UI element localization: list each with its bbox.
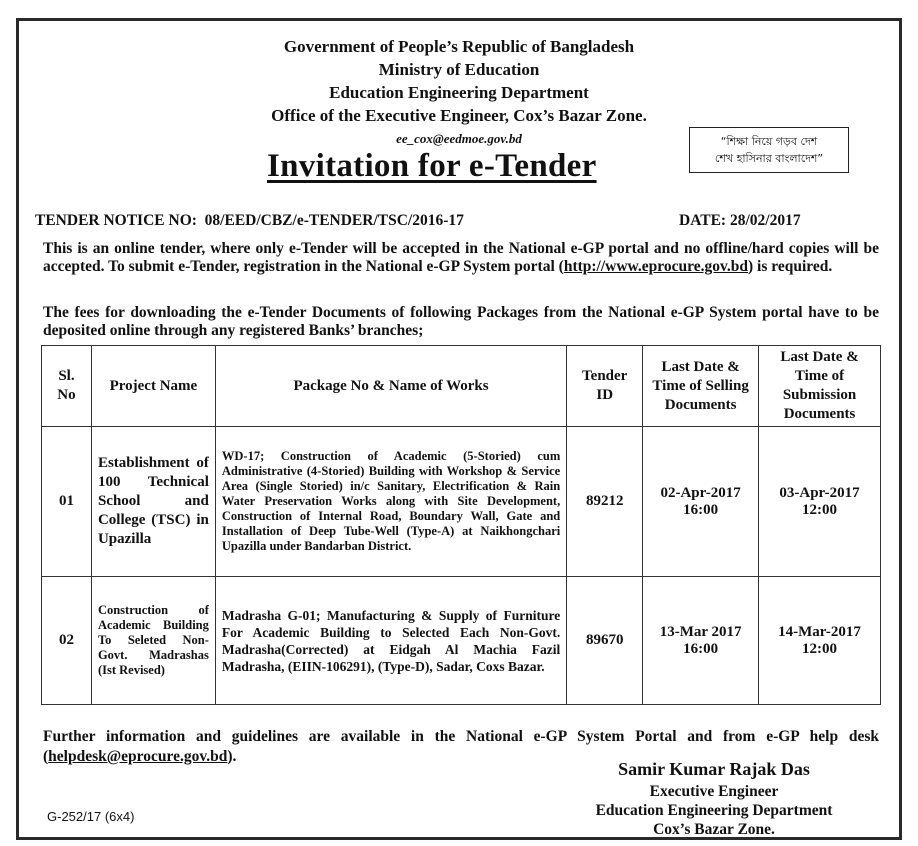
page-title: Invitation for e-Tender bbox=[267, 148, 597, 184]
row-selling bbox=[643, 577, 759, 705]
slogan-box bbox=[689, 127, 849, 173]
header-package: Package No & Name of Works bbox=[215, 346, 566, 427]
header-submission: Last Date & Time of Submission Documents bbox=[759, 346, 881, 427]
signatory-department: Education Engineering Department bbox=[595, 802, 833, 819]
row-submission bbox=[759, 577, 881, 705]
row-selling bbox=[643, 427, 759, 577]
row-works: WD-17; Construction of Academic (5-Storied) cum Administrative (4-Storied) Building with Workshop & Service Area (Single Storied) in/c Sanitary, Electrification & Rain Water Preservation Works along with Site Development, Construction of Internal Road, Boundary Wall, Gate and Installation of Deep Tube-Well (Type-A) at Naikhongchari Upazilla under Bandarban District. bbox=[215, 427, 566, 577]
header-sl: Sl. No bbox=[42, 346, 92, 427]
notice-date bbox=[679, 212, 801, 230]
header-email[interactable]: ee_cox@eedmoe.gov.bd bbox=[396, 131, 522, 146]
notice-frame bbox=[16, 18, 902, 840]
row-submission-date: 14-Mar-2017 bbox=[778, 623, 861, 640]
signatory-name: Samir Kumar Rajak Das bbox=[618, 759, 810, 779]
row-selling-date: 02-Apr-2017 bbox=[660, 484, 741, 501]
footer-text-end: ). bbox=[227, 748, 237, 765]
row-project-main: Establishment of 100 Technical School and College (TSC) in bbox=[97, 455, 209, 528]
row-submission bbox=[759, 427, 881, 577]
intro-text-end: ) is required. bbox=[747, 258, 833, 275]
slogan-line-2: শেখ হাসিনার বাংলাদেশ” bbox=[714, 152, 824, 165]
header-selling: Last Date & Time of Selling Documents bbox=[643, 346, 759, 427]
row-selling-time: 16:00 bbox=[683, 501, 719, 518]
header-project: Project Name bbox=[91, 346, 215, 427]
header-government: Government of People’s Republic of Bangladesh bbox=[283, 37, 635, 56]
notice-date-label: DATE: bbox=[679, 212, 727, 229]
notice-date-value: 28/02/2017 bbox=[729, 212, 801, 229]
eprocure-link[interactable]: http://www.eprocure.gov.bd bbox=[563, 258, 748, 275]
table-row bbox=[42, 577, 881, 705]
row-sl: 02 bbox=[42, 577, 92, 705]
slogan-line-1: “শিক্ষা নিয়ে গড়ব দেশ bbox=[720, 135, 818, 148]
tender-table bbox=[41, 345, 881, 705]
row-selling-time: 16:00 bbox=[683, 640, 719, 657]
row-tender-id: 89212 bbox=[567, 427, 643, 577]
row-project: Construction of Academic Building To Seleted Non-Govt. Madrashas (Ist Revised) bbox=[91, 577, 215, 705]
header-department: Education Engineering Department bbox=[329, 83, 589, 102]
row-project-last: Upazilla bbox=[97, 531, 152, 547]
fees-paragraph: The fees for downloading the e-Tender Documents of following Packages from the National e-GP System portal have to be deposited online through any registered Banks’ branches; bbox=[43, 304, 879, 339]
tender-notice bbox=[35, 212, 464, 230]
helpdesk-link[interactable]: helpdesk@eprocure.gov.bd bbox=[48, 748, 228, 765]
tender-notice-number: 08/EED/CBZ/e-TENDER/TSC/2016-17 bbox=[204, 212, 464, 229]
ad-code: G-252/17 (6x4) bbox=[47, 809, 135, 824]
table-row bbox=[42, 427, 881, 577]
signatory-designation: Executive Engineer bbox=[649, 783, 779, 800]
row-works: Madrasha G-01; Manufacturing & Supply of Furniture For Academic Building to Selected Each Non-Govt. Madrasha(Corrected) at Eidgah Al Machia Fazil Madrasha, (EIIN-106291), (Type-D), Sadar, Coxs Bazar. bbox=[215, 577, 566, 705]
row-submission-time: 12:00 bbox=[802, 501, 838, 518]
row-tender-id: 89670 bbox=[567, 577, 643, 705]
footer-text: Further information and guidelines are available in the National e-GP System Portal and from e-GP help desk ( bbox=[43, 728, 879, 765]
signatory-zone: Cox’s Bazar Zone. bbox=[653, 821, 775, 838]
header-tender-id: Tender ID bbox=[567, 346, 643, 427]
intro-paragraph bbox=[43, 240, 879, 276]
row-submission-date: 03-Apr-2017 bbox=[779, 484, 860, 501]
intro-text: This is an online tender, where only e-Tender will be accepted in the National e-GP portal and no offline/hard copies will be accepted. To submit e-Tender, registration in the National e-GP System portal ( bbox=[43, 240, 879, 275]
header-ministry: Ministry of Education bbox=[378, 60, 540, 79]
header-office: Office of the Executive Engineer, Cox’s Bazar Zone. bbox=[271, 106, 647, 125]
row-sl: 01 bbox=[42, 427, 92, 577]
table-header-row bbox=[42, 346, 881, 427]
tender-notice-label: TENDER NOTICE NO: bbox=[35, 212, 197, 229]
row-project bbox=[91, 427, 215, 577]
row-selling-date: 13-Mar 2017 bbox=[659, 623, 742, 640]
row-submission-time: 12:00 bbox=[802, 640, 838, 657]
